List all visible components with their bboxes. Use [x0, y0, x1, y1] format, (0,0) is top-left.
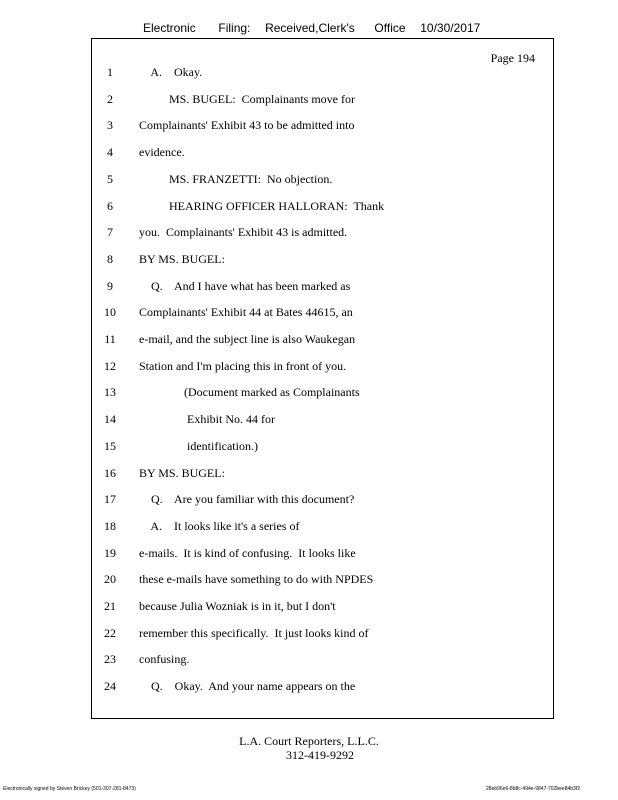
line-text: A. It looks like it's a series of	[139, 518, 300, 533]
footer-phone: 312-419-9292	[286, 748, 354, 762]
line-text: remember this specifically. It just looks kind of	[139, 625, 369, 640]
transcript-line	[92, 463, 553, 483]
filing-date: 10/30/2017	[420, 21, 481, 35]
line-number: 24	[104, 679, 116, 694]
filing-received: Received,Clerk's	[265, 21, 355, 35]
line-number: 22	[104, 625, 116, 640]
transcript-line	[92, 596, 553, 616]
filing-header	[143, 21, 480, 35]
line-text: e-mail, and the subject line is also Waukegan	[139, 332, 356, 346]
line-text: HEARING OFFICER HALLORAN: Thank	[139, 198, 385, 213]
transcript-line	[92, 409, 553, 429]
line-text: evidence.	[139, 145, 185, 160]
line-text: Q. Okay. And your name appears on the	[139, 679, 356, 694]
transcript-line	[92, 169, 553, 189]
transcript-line	[92, 329, 553, 349]
footer-company: L.A. Court Reporters, L.L.C.	[239, 734, 379, 748]
line-text: confusing.	[139, 652, 190, 667]
line-text: these e-mails have something to do with NPDES	[139, 572, 374, 587]
line-text: Station and I'm placing this in front of you.	[139, 358, 347, 373]
line-text: because Julia Wozniak is in it, but I don't	[139, 599, 336, 613]
transcript-line	[92, 196, 553, 216]
line-number: 13	[104, 385, 116, 400]
line-text: identification.)	[139, 438, 258, 453]
transcript-line	[92, 142, 553, 162]
transcript-line	[92, 623, 553, 643]
transcript-line	[92, 276, 553, 296]
transcript-line	[92, 489, 553, 509]
line-number: 7	[107, 225, 113, 240]
transcript-line	[92, 222, 553, 242]
transcript-line	[92, 676, 553, 696]
line-text: BY MS. BUGEL:	[139, 465, 225, 480]
line-number: 11	[104, 332, 116, 346]
line-number: 3	[107, 118, 113, 133]
line-text: Q. Are you familiar with this document?	[139, 492, 355, 507]
transcript-line	[92, 382, 553, 402]
transcript-line	[92, 649, 553, 669]
line-number: 9	[107, 278, 113, 293]
filing-office: Office	[374, 21, 406, 35]
filing-electronic: Electronic	[143, 21, 196, 35]
line-number: 21	[104, 599, 116, 613]
transcript-line	[92, 516, 553, 536]
line-text: MS. FRANZETTI: No objection.	[139, 171, 333, 186]
line-text: A. Okay.	[139, 65, 203, 79]
line-number: 5	[107, 171, 113, 186]
transcript-line	[92, 569, 553, 589]
transcript-line	[92, 302, 553, 322]
line-text: Complainants' Exhibit 44 at Bates 44615, an	[139, 305, 353, 320]
line-number: 16	[104, 465, 116, 480]
document-hash: 28eb96e6-8b8c-494e-9847-702bee84b3f2	[486, 786, 580, 792]
line-number: 1	[107, 65, 113, 79]
line-number: 23	[104, 652, 116, 667]
transcript-line	[92, 356, 553, 376]
line-text: BY MS. BUGEL:	[139, 251, 225, 266]
line-text: you. Complainants' Exhibit 43 is admitted.	[139, 225, 348, 240]
line-number: 17	[104, 492, 116, 507]
transcript-line	[92, 436, 553, 456]
line-number: 12	[104, 358, 116, 373]
line-number: 2	[107, 91, 113, 106]
transcript-line	[92, 115, 553, 135]
line-text: Exhibit No. 44 for	[139, 412, 275, 427]
transcript-line	[92, 543, 553, 563]
filing-filing: Filing:	[218, 21, 251, 35]
line-text: MS. BUGEL: Complainants move for	[139, 91, 355, 106]
line-text: (Document marked as Complainants	[139, 385, 360, 400]
line-text: e-mails. It is kind of confusing. It looks like	[139, 545, 356, 560]
transcript-line	[92, 89, 553, 109]
transcript-page	[91, 38, 554, 719]
line-number: 14	[104, 412, 116, 427]
line-number: 8	[107, 251, 113, 266]
line-number: 4	[107, 145, 113, 160]
line-number: 6	[107, 198, 113, 213]
electronic-signature: Electronically signed by Steven Brickey (501-307-281-8473)	[3, 786, 136, 792]
line-number: 18	[104, 518, 116, 533]
line-text: Q. And I have what has been marked as	[139, 278, 351, 293]
line-number: 19	[104, 545, 116, 560]
line-number: 10	[104, 305, 116, 320]
transcript-line	[92, 62, 553, 82]
page-number: Page 194	[490, 51, 535, 65]
line-text: Complainants' Exhibit 43 to be admitted into	[139, 118, 355, 133]
transcript-line	[92, 249, 553, 269]
line-number: 15	[104, 438, 116, 453]
line-number: 20	[104, 572, 116, 587]
